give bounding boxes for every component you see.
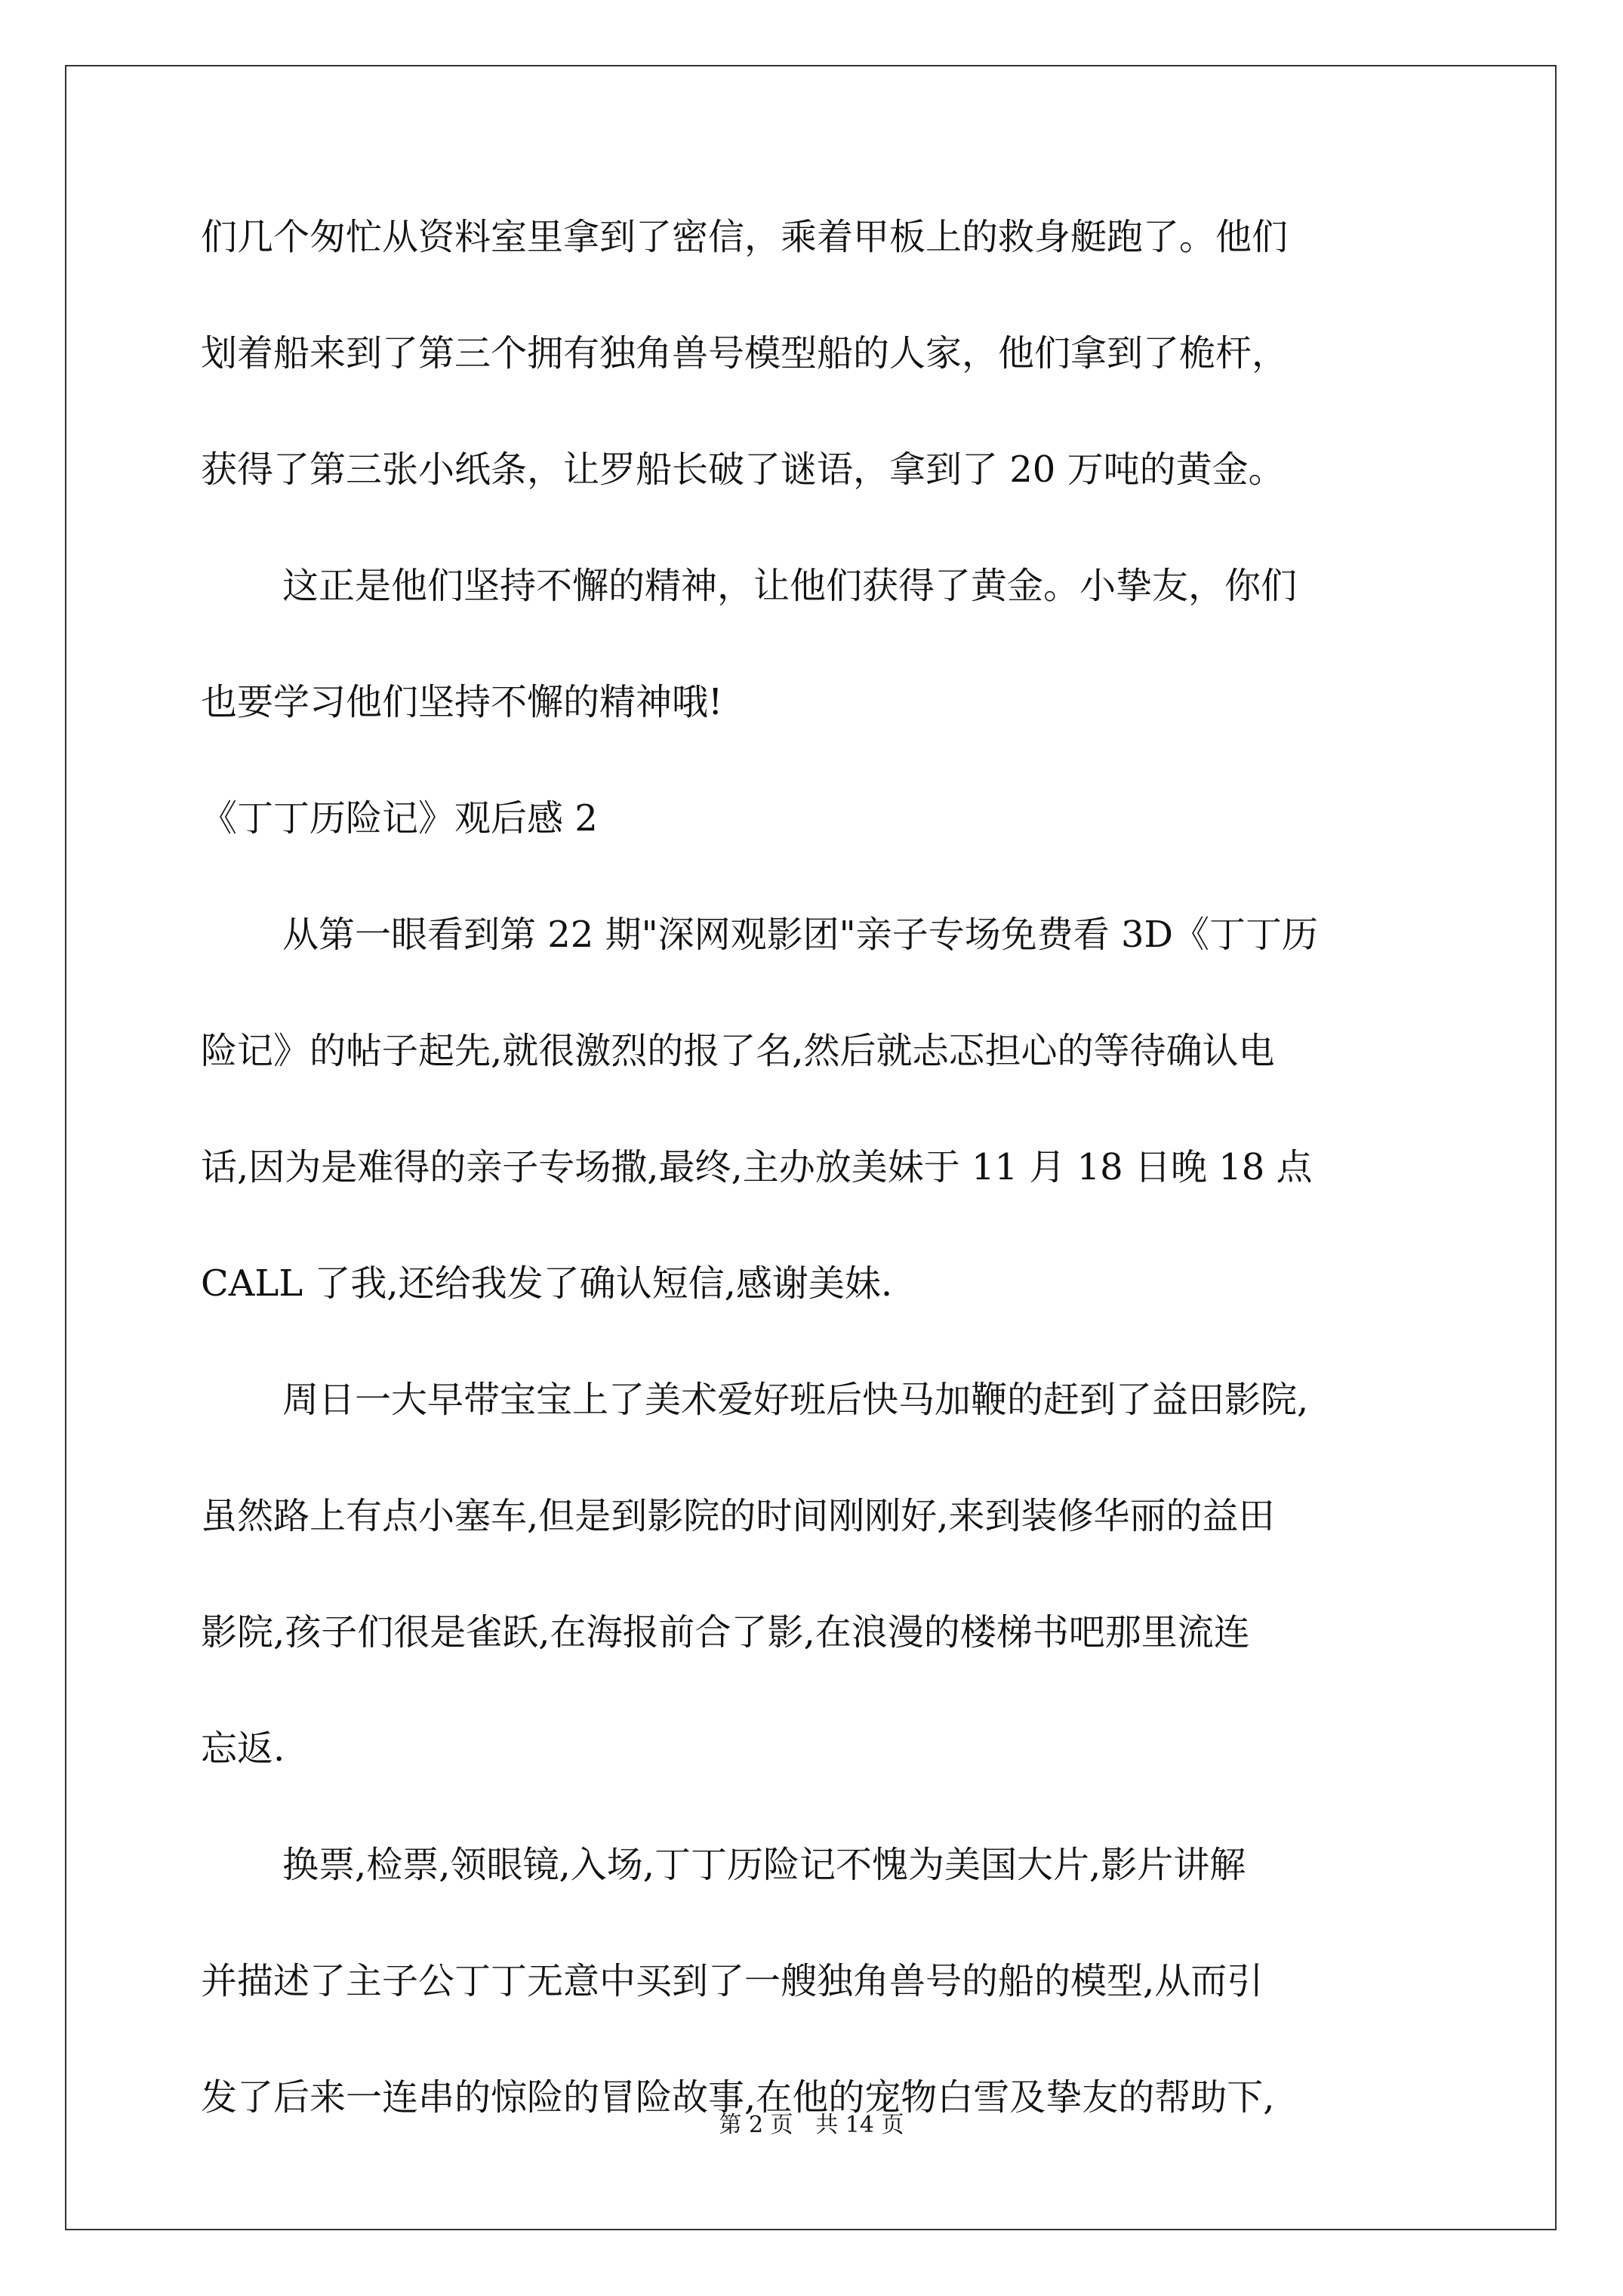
text-line: 险记》的帖子起先,就很激烈的报了名,然后就忐忑担心的等待确认电 bbox=[201, 1030, 1275, 1072]
text-line: 虽然路上有点小塞车,但是到影院的时间刚刚好,来到装修华丽的益田 bbox=[201, 1495, 1275, 1537]
text-line: 忘返. bbox=[201, 1727, 285, 1770]
text-line: 话,因为是难得的亲子专场撒,最终,主办放美妹于 11 月 18 日晚 18 点 bbox=[201, 1146, 1313, 1188]
page-number: 第 2 页 bbox=[719, 2112, 793, 2138]
page-total: 共 14 页 bbox=[815, 2112, 904, 2138]
text-line: 也要学习他们坚持不懈的精神哦! bbox=[201, 681, 723, 723]
text-line: 从第一眼看到第 22 期"深网观影团"亲子专场免费看 3D《丁丁历 bbox=[282, 914, 1319, 956]
text-line: 换票,检票,领眼镜,入场,丁丁历险记不愧为美国大片,影片讲解 bbox=[282, 1844, 1246, 1886]
text-line: 并描述了主子公丁丁无意中买到了一艘独角兽号的船的模型,从而引 bbox=[201, 1960, 1264, 2002]
text-line: 这正是他们坚持不懈的精神，让他们获得了黄金。小挚友，你们 bbox=[282, 565, 1298, 607]
text-line: 获得了第三张小纸条，让罗船长破了谜语，拿到了 20 万吨的黄金。 bbox=[201, 448, 1285, 491]
text-line: 发了后来一连串的惊险的冒险故事,在他的宠物白雪及挚友的帮助下, bbox=[201, 2076, 1275, 2119]
document-body bbox=[201, 216, 1431, 2196]
section-heading: 《丁丁历险记》观后感 2 bbox=[201, 797, 598, 840]
text-line: 影院,孩子们很是雀跃,在海报前合了影,在浪漫的楼梯书吧那里流连 bbox=[201, 1611, 1250, 1653]
text-line: CALL 了我,还给我发了确认短信,感谢美妹. bbox=[201, 1262, 893, 1305]
text-line: 划着船来到了第三个拥有独角兽号模型船的人家，他们拿到了桅杆， bbox=[201, 332, 1289, 374]
text-line: 周日一大早带宝宝上了美术爱好班后快马加鞭的赶到了益田影院, bbox=[282, 1379, 1309, 1421]
page-footer bbox=[0, 2114, 1623, 2137]
text-line: 们几个匆忙从资料室里拿到了密信，乘着甲板上的救身艇跑了。他们 bbox=[201, 216, 1289, 258]
